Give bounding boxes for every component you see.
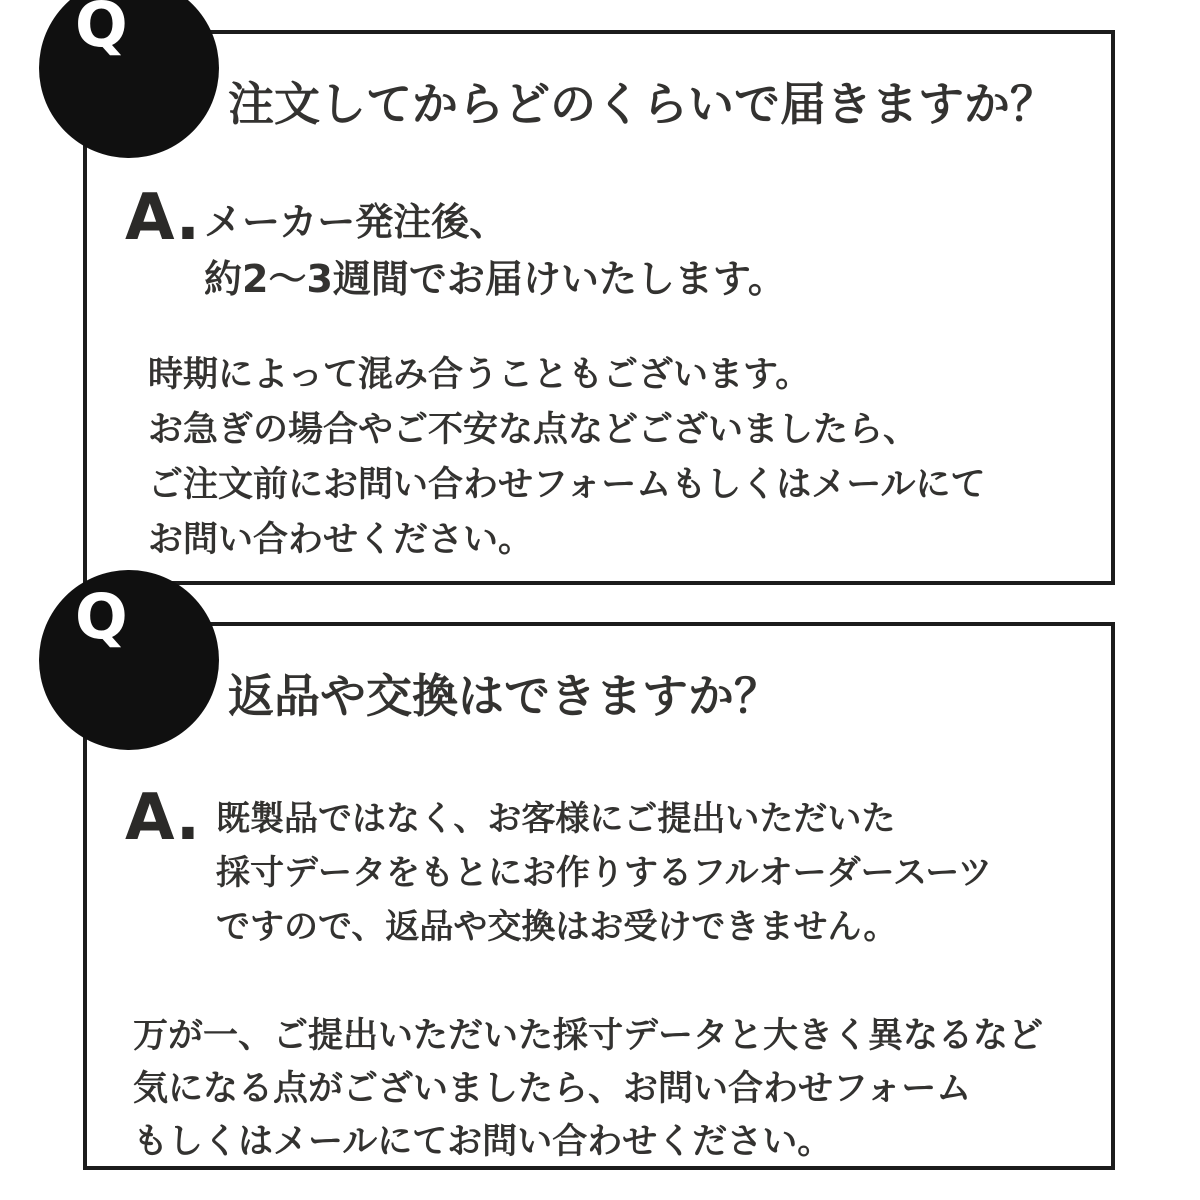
faq-answer-returns — [216, 792, 992, 954]
question-circle-badge — [39, 570, 219, 750]
q-badge-letter: Q — [75, 580, 128, 653]
answer-line: ですので、返品や交換はお受けできません。 — [216, 907, 898, 947]
faq-answer-shipping — [204, 194, 786, 308]
faq-question-shipping: 注文してからどのくらいで届きますか？ — [228, 77, 1056, 131]
note-line: 気になる点がございましたら、お問い合わせフォーム — [133, 1069, 972, 1109]
question-circle-badge — [39, 0, 219, 158]
faq-note-shipping — [148, 348, 986, 568]
answer-line: 採寸データをもとにお作りするフルオーダースーツ — [216, 853, 992, 893]
note-line: お急ぎの場合やご不安な点などございましたら、 — [148, 410, 919, 450]
answer-line: 約2〜3週間でお届けいたします。 — [204, 257, 786, 301]
answer-label: A. — [125, 781, 201, 855]
note-line: ご注文前にお問い合わせフォームもしくはメールにて — [148, 465, 986, 505]
faq-question-returns: 返品や交換はできますか？ — [228, 669, 780, 723]
answer-line: 既製品ではなく、お客様にご提出いただいた — [216, 799, 896, 839]
answer-label: A. — [125, 181, 201, 255]
note-line: もしくはメールにてお問い合わせください。 — [133, 1122, 833, 1162]
q-badge-letter: Q — [75, 0, 128, 61]
faq-card-returns — [75, 580, 1115, 1170]
answer-line: メーカー発注後、 — [204, 200, 508, 244]
faq-note-returns — [133, 1010, 1043, 1169]
note-line: 時期によって混み合うこともございます。 — [148, 355, 811, 395]
faq-card-shipping — [75, 0, 1115, 585]
note-line: 万が一、ご提出いただいた採寸データと大きく異なるなど — [133, 1016, 1044, 1056]
note-line: お問い合わせください。 — [148, 520, 534, 560]
